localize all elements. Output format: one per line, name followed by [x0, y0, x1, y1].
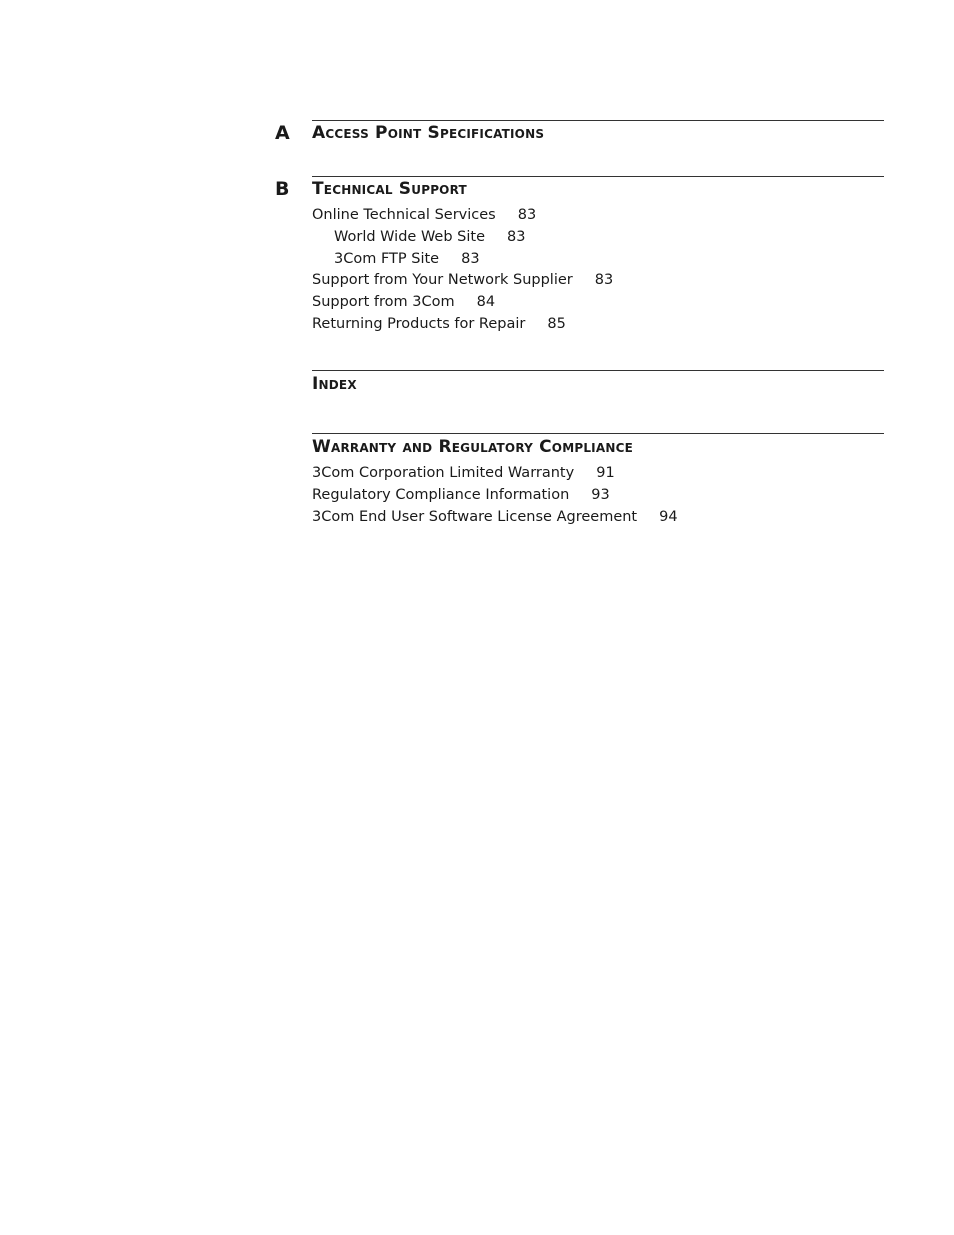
toc-entry[interactable]: [312, 227, 884, 249]
toc-entry[interactable]: [312, 485, 884, 507]
toc-entry[interactable]: [312, 507, 884, 529]
toc-entry[interactable]: [312, 463, 884, 485]
toc-entry-page: 83: [461, 250, 480, 267]
toc-entry[interactable]: [312, 249, 884, 271]
toc-entry-page: 84: [476, 294, 496, 311]
toc-entry-page: 85: [547, 315, 566, 332]
toc-entry-page: 94: [659, 508, 678, 525]
toc-entry-page: 83: [594, 272, 614, 289]
toc-entry-page: 91: [596, 465, 615, 481]
toc-entry-text: Regulatory Compliance Information: [312, 486, 570, 503]
toc-entry-text: Support from Your Network Supplier: [312, 272, 573, 289]
toc-entry-text: 3Com End User Software License Agreement: [312, 508, 638, 525]
toc-entry[interactable]: [312, 292, 884, 314]
toc-entry-page: 93: [591, 486, 610, 503]
toc-entries: [312, 463, 884, 528]
toc-entry-text: 3Com FTP Site: [334, 250, 440, 267]
appendix-letter: A: [275, 122, 290, 144]
toc-entries: [312, 205, 884, 336]
section-rule: [312, 370, 884, 371]
appendix-title[interactable]: Access Point Specifications: [312, 123, 545, 143]
toc-entry[interactable]: [312, 270, 884, 292]
appendix-title[interactable]: Warranty and Regulatory Compliance: [312, 437, 633, 457]
toc-entry-page: 83: [507, 228, 526, 245]
section-rule: [312, 176, 884, 177]
toc-entry-page: 83: [517, 207, 537, 223]
toc-entry-text: Returning Products for Repair: [312, 315, 526, 332]
toc-entry-text: Support from 3Com: [312, 294, 455, 311]
appendix-title[interactable]: Technical Support: [312, 179, 467, 199]
toc-entry[interactable]: [312, 314, 884, 336]
section-rule: [312, 433, 884, 434]
toc-entry[interactable]: [312, 205, 884, 227]
appendix-letter: B: [275, 178, 290, 200]
toc-entry-text: 3Com Corporation Limited Warranty: [312, 465, 575, 481]
section-rule: [312, 120, 884, 121]
toc-entry-text: World Wide Web Site: [334, 228, 486, 245]
appendix-title[interactable]: Index: [312, 374, 357, 394]
toc-entry-text: Online Technical Services: [312, 207, 496, 223]
